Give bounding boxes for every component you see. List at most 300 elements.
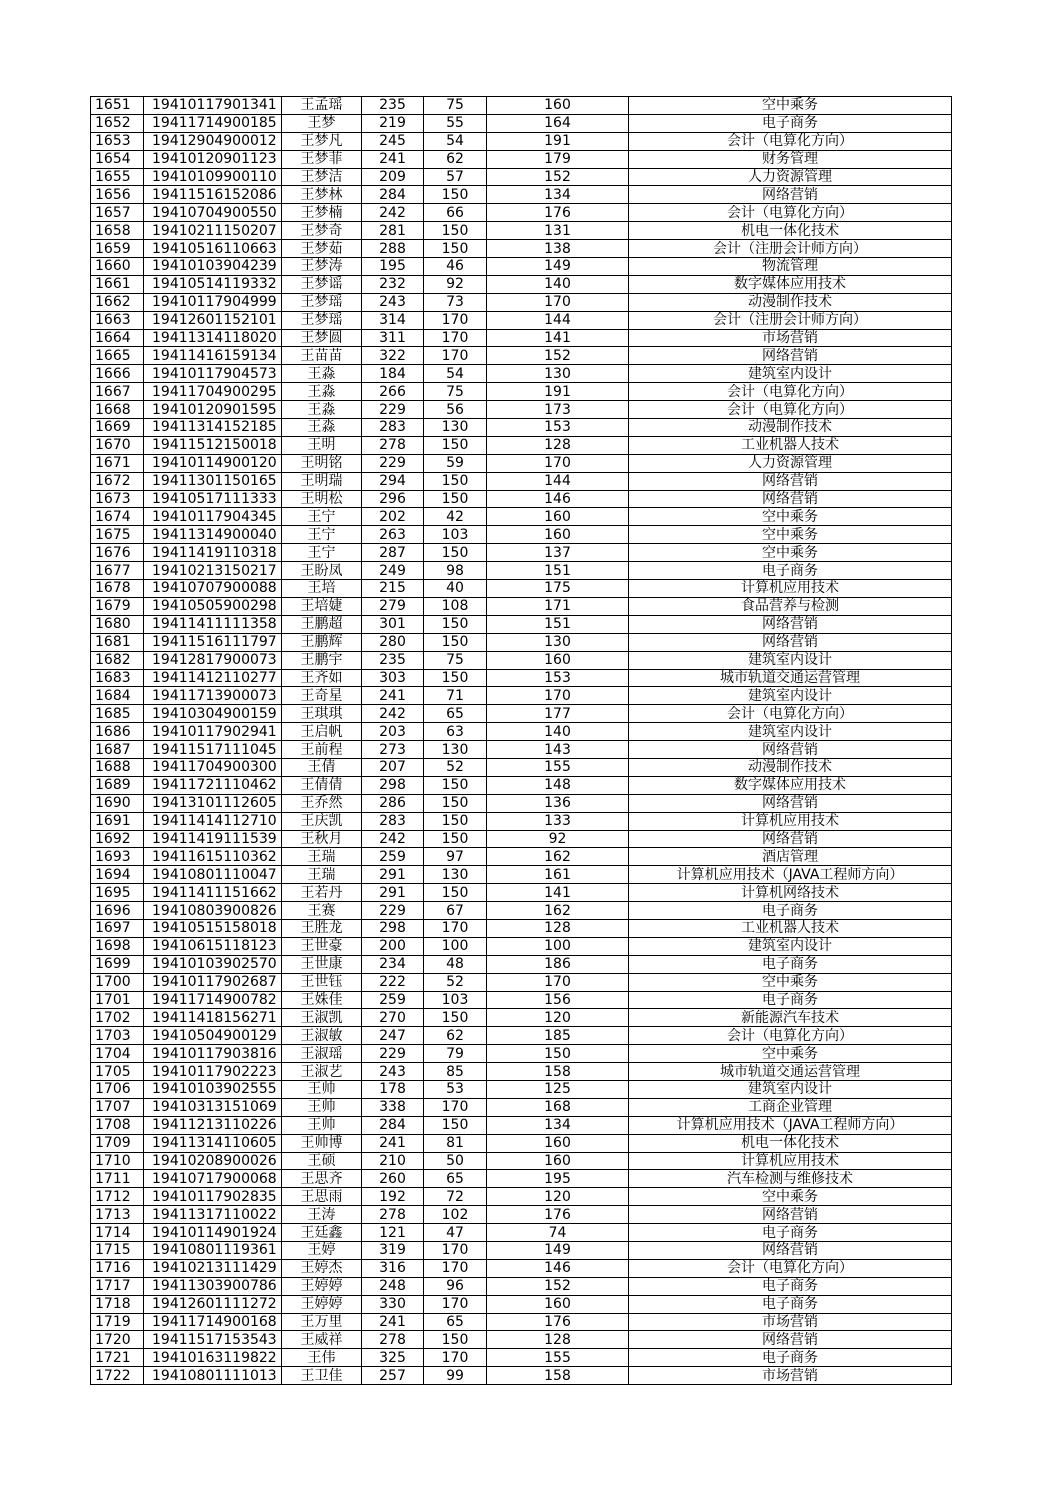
student-name-cell: 王思雨 bbox=[282, 1188, 362, 1206]
major-cell: 工业机器人技术 bbox=[629, 919, 952, 937]
score-a-cell: 92 bbox=[424, 275, 487, 293]
score-b-cell: 170 bbox=[487, 973, 629, 991]
student-name-cell: 王卫佳 bbox=[282, 1367, 362, 1385]
score-a-cell: 96 bbox=[424, 1277, 487, 1295]
row-number-cell: 1665 bbox=[91, 347, 144, 365]
student-id-cell: 19410117902835 bbox=[144, 1188, 282, 1206]
table-row bbox=[91, 973, 952, 991]
score-a-cell: 42 bbox=[424, 508, 487, 526]
score-b-cell: 160 bbox=[487, 1295, 629, 1313]
table-row bbox=[91, 508, 952, 526]
total-score-cell: 311 bbox=[362, 329, 424, 347]
major-cell: 会计（电算化方向） bbox=[629, 383, 952, 401]
score-b-cell: 162 bbox=[487, 848, 629, 866]
student-id-cell: 19411516111797 bbox=[144, 633, 282, 651]
row-number-cell: 1697 bbox=[91, 919, 144, 937]
row-number-cell: 1707 bbox=[91, 1098, 144, 1116]
student-id-cell: 19411414112710 bbox=[144, 812, 282, 830]
table-row bbox=[91, 132, 952, 150]
score-b-cell: 160 bbox=[487, 1134, 629, 1152]
table-row bbox=[91, 275, 952, 293]
score-a-cell: 170 bbox=[424, 347, 487, 365]
major-cell: 物流管理 bbox=[629, 258, 952, 276]
major-cell: 空中乘务 bbox=[629, 526, 952, 544]
total-score-cell: 291 bbox=[362, 866, 424, 884]
student-name-cell: 王明铭 bbox=[282, 454, 362, 472]
total-score-cell: 241 bbox=[362, 150, 424, 168]
total-score-cell: 314 bbox=[362, 311, 424, 329]
score-b-cell: 158 bbox=[487, 1063, 629, 1081]
table-row bbox=[91, 884, 952, 902]
student-name-cell: 王帅博 bbox=[282, 1134, 362, 1152]
major-cell: 会计（电算化方向） bbox=[629, 1259, 952, 1277]
total-score-cell: 207 bbox=[362, 758, 424, 776]
score-a-cell: 150 bbox=[424, 222, 487, 240]
row-number-cell: 1671 bbox=[91, 454, 144, 472]
table-row bbox=[91, 1259, 952, 1277]
score-a-cell: 52 bbox=[424, 973, 487, 991]
student-name-cell: 王帅 bbox=[282, 1098, 362, 1116]
row-number-cell: 1668 bbox=[91, 401, 144, 419]
score-a-cell: 150 bbox=[424, 1116, 487, 1134]
student-id-cell: 19410114901924 bbox=[144, 1224, 282, 1242]
score-b-cell: 133 bbox=[487, 812, 629, 830]
score-b-cell: 144 bbox=[487, 472, 629, 490]
score-b-cell: 143 bbox=[487, 741, 629, 759]
major-cell: 计算机应用技术（JAVA工程师方向） bbox=[629, 1116, 952, 1134]
admission-table bbox=[90, 96, 952, 1385]
student-name-cell: 王鹏宇 bbox=[282, 651, 362, 669]
total-score-cell: 298 bbox=[362, 776, 424, 794]
total-score-cell: 259 bbox=[362, 848, 424, 866]
row-number-cell: 1701 bbox=[91, 991, 144, 1009]
score-a-cell: 75 bbox=[424, 97, 487, 115]
total-score-cell: 210 bbox=[362, 1152, 424, 1170]
row-number-cell: 1708 bbox=[91, 1116, 144, 1134]
total-score-cell: 215 bbox=[362, 580, 424, 598]
total-score-cell: 232 bbox=[362, 275, 424, 293]
score-a-cell: 103 bbox=[424, 991, 487, 1009]
student-id-cell: 19410103902570 bbox=[144, 955, 282, 973]
major-cell: 电子商务 bbox=[629, 114, 952, 132]
student-name-cell: 王淑凯 bbox=[282, 1009, 362, 1027]
student-name-cell: 王齐如 bbox=[282, 669, 362, 687]
score-b-cell: 128 bbox=[487, 919, 629, 937]
student-name-cell: 王梦瑶 bbox=[282, 311, 362, 329]
major-cell: 城市轨道交通运营管理 bbox=[629, 1063, 952, 1081]
student-id-cell: 19410163119822 bbox=[144, 1349, 282, 1367]
row-number-cell: 1666 bbox=[91, 365, 144, 383]
total-score-cell: 294 bbox=[362, 472, 424, 490]
student-name-cell: 王婷婷 bbox=[282, 1277, 362, 1295]
student-id-cell: 19410514119332 bbox=[144, 275, 282, 293]
score-a-cell: 150 bbox=[424, 472, 487, 490]
score-b-cell: 150 bbox=[487, 1045, 629, 1063]
score-b-cell: 130 bbox=[487, 365, 629, 383]
total-score-cell: 284 bbox=[362, 1116, 424, 1134]
major-cell: 网络营销 bbox=[629, 741, 952, 759]
student-id-cell: 19411516152086 bbox=[144, 186, 282, 204]
student-name-cell: 王胜龙 bbox=[282, 919, 362, 937]
student-name-cell: 王涛 bbox=[282, 1206, 362, 1224]
student-id-cell: 19411714900168 bbox=[144, 1313, 282, 1331]
score-b-cell: 130 bbox=[487, 633, 629, 651]
table-row bbox=[91, 991, 952, 1009]
major-cell: 空中乘务 bbox=[629, 1045, 952, 1063]
table-row bbox=[91, 633, 952, 651]
row-number-cell: 1652 bbox=[91, 114, 144, 132]
student-id-cell: 19410117904999 bbox=[144, 293, 282, 311]
student-name-cell: 王梦茹 bbox=[282, 240, 362, 258]
table-row bbox=[91, 794, 952, 812]
total-score-cell: 316 bbox=[362, 1259, 424, 1277]
total-score-cell: 257 bbox=[362, 1367, 424, 1385]
score-a-cell: 48 bbox=[424, 955, 487, 973]
table-row bbox=[91, 866, 952, 884]
student-id-cell: 19410707900088 bbox=[144, 580, 282, 598]
student-id-cell: 19410114900120 bbox=[144, 454, 282, 472]
major-cell: 计算机应用技术 bbox=[629, 580, 952, 598]
table-row bbox=[91, 1224, 952, 1242]
score-b-cell: 186 bbox=[487, 955, 629, 973]
table-row bbox=[91, 383, 952, 401]
major-cell: 计算机网络技术 bbox=[629, 884, 952, 902]
student-name-cell: 王宁 bbox=[282, 526, 362, 544]
major-cell: 食品营养与检测 bbox=[629, 597, 952, 615]
score-b-cell: 160 bbox=[487, 526, 629, 544]
table-row bbox=[91, 150, 952, 168]
score-a-cell: 55 bbox=[424, 114, 487, 132]
total-score-cell: 298 bbox=[362, 919, 424, 937]
student-name-cell: 王思齐 bbox=[282, 1170, 362, 1188]
score-a-cell: 71 bbox=[424, 687, 487, 705]
score-a-cell: 170 bbox=[424, 1349, 487, 1367]
score-b-cell: 137 bbox=[487, 544, 629, 562]
score-b-cell: 168 bbox=[487, 1098, 629, 1116]
table-row bbox=[91, 186, 952, 204]
row-number-cell: 1659 bbox=[91, 240, 144, 258]
table-row bbox=[91, 97, 952, 115]
total-score-cell: 203 bbox=[362, 723, 424, 741]
student-name-cell: 王梦菲 bbox=[282, 150, 362, 168]
score-b-cell: 173 bbox=[487, 401, 629, 419]
student-id-cell: 19410505900298 bbox=[144, 597, 282, 615]
major-cell: 网络营销 bbox=[629, 633, 952, 651]
major-cell: 建筑室内设计 bbox=[629, 365, 952, 383]
row-number-cell: 1680 bbox=[91, 615, 144, 633]
score-b-cell: 162 bbox=[487, 902, 629, 920]
table-row bbox=[91, 1349, 952, 1367]
table-row bbox=[91, 311, 952, 329]
major-cell: 建筑室内设计 bbox=[629, 687, 952, 705]
row-number-cell: 1719 bbox=[91, 1313, 144, 1331]
student-name-cell: 王盼凤 bbox=[282, 562, 362, 580]
score-b-cell: 170 bbox=[487, 293, 629, 311]
row-number-cell: 1712 bbox=[91, 1188, 144, 1206]
table-row bbox=[91, 669, 952, 687]
table-row bbox=[91, 1080, 952, 1098]
major-cell: 会计（注册会计师方向） bbox=[629, 311, 952, 329]
row-number-cell: 1660 bbox=[91, 258, 144, 276]
total-score-cell: 234 bbox=[362, 955, 424, 973]
score-b-cell: 131 bbox=[487, 222, 629, 240]
table-row bbox=[91, 1313, 952, 1331]
table-row bbox=[91, 1295, 952, 1313]
student-name-cell: 王梦楠 bbox=[282, 204, 362, 222]
row-number-cell: 1663 bbox=[91, 311, 144, 329]
student-id-cell: 19410801110047 bbox=[144, 866, 282, 884]
table-row bbox=[91, 741, 952, 759]
row-number-cell: 1672 bbox=[91, 472, 144, 490]
major-cell: 人力资源管理 bbox=[629, 168, 952, 186]
major-cell: 建筑室内设计 bbox=[629, 651, 952, 669]
major-cell: 网络营销 bbox=[629, 1331, 952, 1349]
score-b-cell: 149 bbox=[487, 1242, 629, 1260]
student-name-cell: 王孟瑶 bbox=[282, 97, 362, 115]
student-name-cell: 王梦洁 bbox=[282, 168, 362, 186]
student-id-cell: 19410103904239 bbox=[144, 258, 282, 276]
score-a-cell: 53 bbox=[424, 1080, 487, 1098]
table-row bbox=[91, 293, 952, 311]
total-score-cell: 229 bbox=[362, 454, 424, 472]
row-number-cell: 1718 bbox=[91, 1295, 144, 1313]
score-b-cell: 151 bbox=[487, 615, 629, 633]
score-a-cell: 52 bbox=[424, 758, 487, 776]
score-b-cell: 120 bbox=[487, 1188, 629, 1206]
student-id-cell: 19410117904573 bbox=[144, 365, 282, 383]
total-score-cell: 259 bbox=[362, 991, 424, 1009]
table-row bbox=[91, 812, 952, 830]
score-a-cell: 100 bbox=[424, 937, 487, 955]
total-score-cell: 286 bbox=[362, 794, 424, 812]
row-number-cell: 1696 bbox=[91, 902, 144, 920]
student-id-cell: 19411714900782 bbox=[144, 991, 282, 1009]
table-row bbox=[91, 1170, 952, 1188]
score-a-cell: 150 bbox=[424, 776, 487, 794]
score-b-cell: 152 bbox=[487, 1277, 629, 1295]
score-a-cell: 170 bbox=[424, 1242, 487, 1260]
student-name-cell: 王乔然 bbox=[282, 794, 362, 812]
student-name-cell: 王苗苗 bbox=[282, 347, 362, 365]
score-a-cell: 40 bbox=[424, 580, 487, 598]
student-name-cell: 王梦凡 bbox=[282, 132, 362, 150]
score-a-cell: 150 bbox=[424, 186, 487, 204]
major-cell: 机电一体化技术 bbox=[629, 1134, 952, 1152]
student-id-cell: 19410517111333 bbox=[144, 490, 282, 508]
total-score-cell: 270 bbox=[362, 1009, 424, 1027]
score-b-cell: 160 bbox=[487, 651, 629, 669]
table-row bbox=[91, 454, 952, 472]
table-row bbox=[91, 401, 952, 419]
total-score-cell: 303 bbox=[362, 669, 424, 687]
score-a-cell: 47 bbox=[424, 1224, 487, 1242]
total-score-cell: 278 bbox=[362, 1206, 424, 1224]
student-id-cell: 19410801119361 bbox=[144, 1242, 282, 1260]
score-b-cell: 140 bbox=[487, 723, 629, 741]
score-a-cell: 99 bbox=[424, 1367, 487, 1385]
row-number-cell: 1691 bbox=[91, 812, 144, 830]
major-cell: 电子商务 bbox=[629, 562, 952, 580]
student-name-cell: 王梦圆 bbox=[282, 329, 362, 347]
student-id-cell: 19411314110605 bbox=[144, 1134, 282, 1152]
score-b-cell: 141 bbox=[487, 329, 629, 347]
major-cell: 电子商务 bbox=[629, 1349, 952, 1367]
student-id-cell: 19411615110362 bbox=[144, 848, 282, 866]
student-id-cell: 19411412110277 bbox=[144, 669, 282, 687]
major-cell: 市场营销 bbox=[629, 1313, 952, 1331]
score-b-cell: 176 bbox=[487, 1206, 629, 1224]
total-score-cell: 243 bbox=[362, 1063, 424, 1081]
row-number-cell: 1675 bbox=[91, 526, 144, 544]
student-name-cell: 王淼 bbox=[282, 401, 362, 419]
major-cell: 会计（电算化方向） bbox=[629, 1027, 952, 1045]
row-number-cell: 1709 bbox=[91, 1134, 144, 1152]
student-name-cell: 王培婕 bbox=[282, 597, 362, 615]
major-cell: 电子商务 bbox=[629, 1277, 952, 1295]
major-cell: 网络营销 bbox=[629, 472, 952, 490]
score-a-cell: 97 bbox=[424, 848, 487, 866]
total-score-cell: 283 bbox=[362, 419, 424, 437]
student-id-cell: 19410120901595 bbox=[144, 401, 282, 419]
table-row bbox=[91, 1242, 952, 1260]
student-id-cell: 19410515158018 bbox=[144, 919, 282, 937]
score-b-cell: 128 bbox=[487, 1331, 629, 1349]
row-number-cell: 1721 bbox=[91, 1349, 144, 1367]
student-id-cell: 19411303900786 bbox=[144, 1277, 282, 1295]
row-number-cell: 1664 bbox=[91, 329, 144, 347]
major-cell: 电子商务 bbox=[629, 991, 952, 1009]
score-b-cell: 177 bbox=[487, 705, 629, 723]
major-cell: 网络营销 bbox=[629, 186, 952, 204]
student-id-cell: 19411419110318 bbox=[144, 544, 282, 562]
major-cell: 空中乘务 bbox=[629, 508, 952, 526]
row-number-cell: 1685 bbox=[91, 705, 144, 723]
major-cell: 电子商务 bbox=[629, 955, 952, 973]
score-a-cell: 79 bbox=[424, 1045, 487, 1063]
student-id-cell: 19410117903816 bbox=[144, 1045, 282, 1063]
table-row bbox=[91, 114, 952, 132]
student-name-cell: 王淼 bbox=[282, 383, 362, 401]
table-row bbox=[91, 347, 952, 365]
score-a-cell: 75 bbox=[424, 651, 487, 669]
table-row bbox=[91, 919, 952, 937]
major-cell: 会计（电算化方向） bbox=[629, 401, 952, 419]
student-id-cell: 19411416159134 bbox=[144, 347, 282, 365]
score-b-cell: 146 bbox=[487, 490, 629, 508]
total-score-cell: 209 bbox=[362, 168, 424, 186]
student-id-cell: 19411704900300 bbox=[144, 758, 282, 776]
score-a-cell: 66 bbox=[424, 204, 487, 222]
major-cell: 网络营销 bbox=[629, 794, 952, 812]
student-id-cell: 19410208900026 bbox=[144, 1152, 282, 1170]
score-a-cell: 150 bbox=[424, 544, 487, 562]
major-cell: 计算机应用技术 bbox=[629, 812, 952, 830]
score-a-cell: 65 bbox=[424, 1313, 487, 1331]
total-score-cell: 235 bbox=[362, 97, 424, 115]
score-a-cell: 150 bbox=[424, 436, 487, 454]
table-row bbox=[91, 580, 952, 598]
row-number-cell: 1686 bbox=[91, 723, 144, 741]
row-number-cell: 1688 bbox=[91, 758, 144, 776]
table-row bbox=[91, 526, 952, 544]
student-name-cell: 王梦涛 bbox=[282, 258, 362, 276]
total-score-cell: 278 bbox=[362, 436, 424, 454]
score-a-cell: 54 bbox=[424, 365, 487, 383]
score-b-cell: 179 bbox=[487, 150, 629, 168]
score-a-cell: 150 bbox=[424, 490, 487, 508]
student-name-cell: 王万里 bbox=[282, 1313, 362, 1331]
total-score-cell: 287 bbox=[362, 544, 424, 562]
student-name-cell: 王奇星 bbox=[282, 687, 362, 705]
student-name-cell: 王若丹 bbox=[282, 884, 362, 902]
table-row bbox=[91, 490, 952, 508]
score-b-cell: 164 bbox=[487, 114, 629, 132]
row-number-cell: 1676 bbox=[91, 544, 144, 562]
student-name-cell: 王梦 bbox=[282, 114, 362, 132]
student-name-cell: 王鹏超 bbox=[282, 615, 362, 633]
score-a-cell: 98 bbox=[424, 562, 487, 580]
score-b-cell: 185 bbox=[487, 1027, 629, 1045]
student-name-cell: 王鹏辉 bbox=[282, 633, 362, 651]
student-name-cell: 王婷 bbox=[282, 1242, 362, 1260]
table-row bbox=[91, 1188, 952, 1206]
total-score-cell: 242 bbox=[362, 204, 424, 222]
score-b-cell: 148 bbox=[487, 776, 629, 794]
major-cell: 市场营销 bbox=[629, 329, 952, 347]
score-b-cell: 151 bbox=[487, 562, 629, 580]
score-a-cell: 102 bbox=[424, 1206, 487, 1224]
major-cell: 机电一体化技术 bbox=[629, 222, 952, 240]
score-a-cell: 170 bbox=[424, 1295, 487, 1313]
score-a-cell: 72 bbox=[424, 1188, 487, 1206]
table-row bbox=[91, 1116, 952, 1134]
row-number-cell: 1682 bbox=[91, 651, 144, 669]
student-name-cell: 王淑敏 bbox=[282, 1027, 362, 1045]
row-number-cell: 1695 bbox=[91, 884, 144, 902]
student-name-cell: 王淑艺 bbox=[282, 1063, 362, 1081]
score-a-cell: 130 bbox=[424, 419, 487, 437]
row-number-cell: 1711 bbox=[91, 1170, 144, 1188]
total-score-cell: 279 bbox=[362, 597, 424, 615]
score-b-cell: 153 bbox=[487, 669, 629, 687]
row-number-cell: 1653 bbox=[91, 132, 144, 150]
score-b-cell: 141 bbox=[487, 884, 629, 902]
row-number-cell: 1667 bbox=[91, 383, 144, 401]
total-score-cell: 273 bbox=[362, 741, 424, 759]
score-b-cell: 176 bbox=[487, 1313, 629, 1331]
student-id-cell: 19411411151662 bbox=[144, 884, 282, 902]
table-row bbox=[91, 1331, 952, 1349]
score-b-cell: 160 bbox=[487, 1152, 629, 1170]
table-row bbox=[91, 705, 952, 723]
total-score-cell: 249 bbox=[362, 562, 424, 580]
table-row bbox=[91, 1063, 952, 1081]
table-row bbox=[91, 258, 952, 276]
student-name-cell: 王世康 bbox=[282, 955, 362, 973]
score-b-cell: 160 bbox=[487, 97, 629, 115]
major-cell: 会计（电算化方向） bbox=[629, 204, 952, 222]
row-number-cell: 1694 bbox=[91, 866, 144, 884]
total-score-cell: 178 bbox=[362, 1080, 424, 1098]
major-cell: 动漫制作技术 bbox=[629, 758, 952, 776]
row-number-cell: 1673 bbox=[91, 490, 144, 508]
score-b-cell: 152 bbox=[487, 168, 629, 186]
table-row bbox=[91, 1027, 952, 1045]
student-id-cell: 19411411111358 bbox=[144, 615, 282, 633]
student-id-cell: 19412904900012 bbox=[144, 132, 282, 150]
row-number-cell: 1690 bbox=[91, 794, 144, 812]
student-id-cell: 19411418156271 bbox=[144, 1009, 282, 1027]
